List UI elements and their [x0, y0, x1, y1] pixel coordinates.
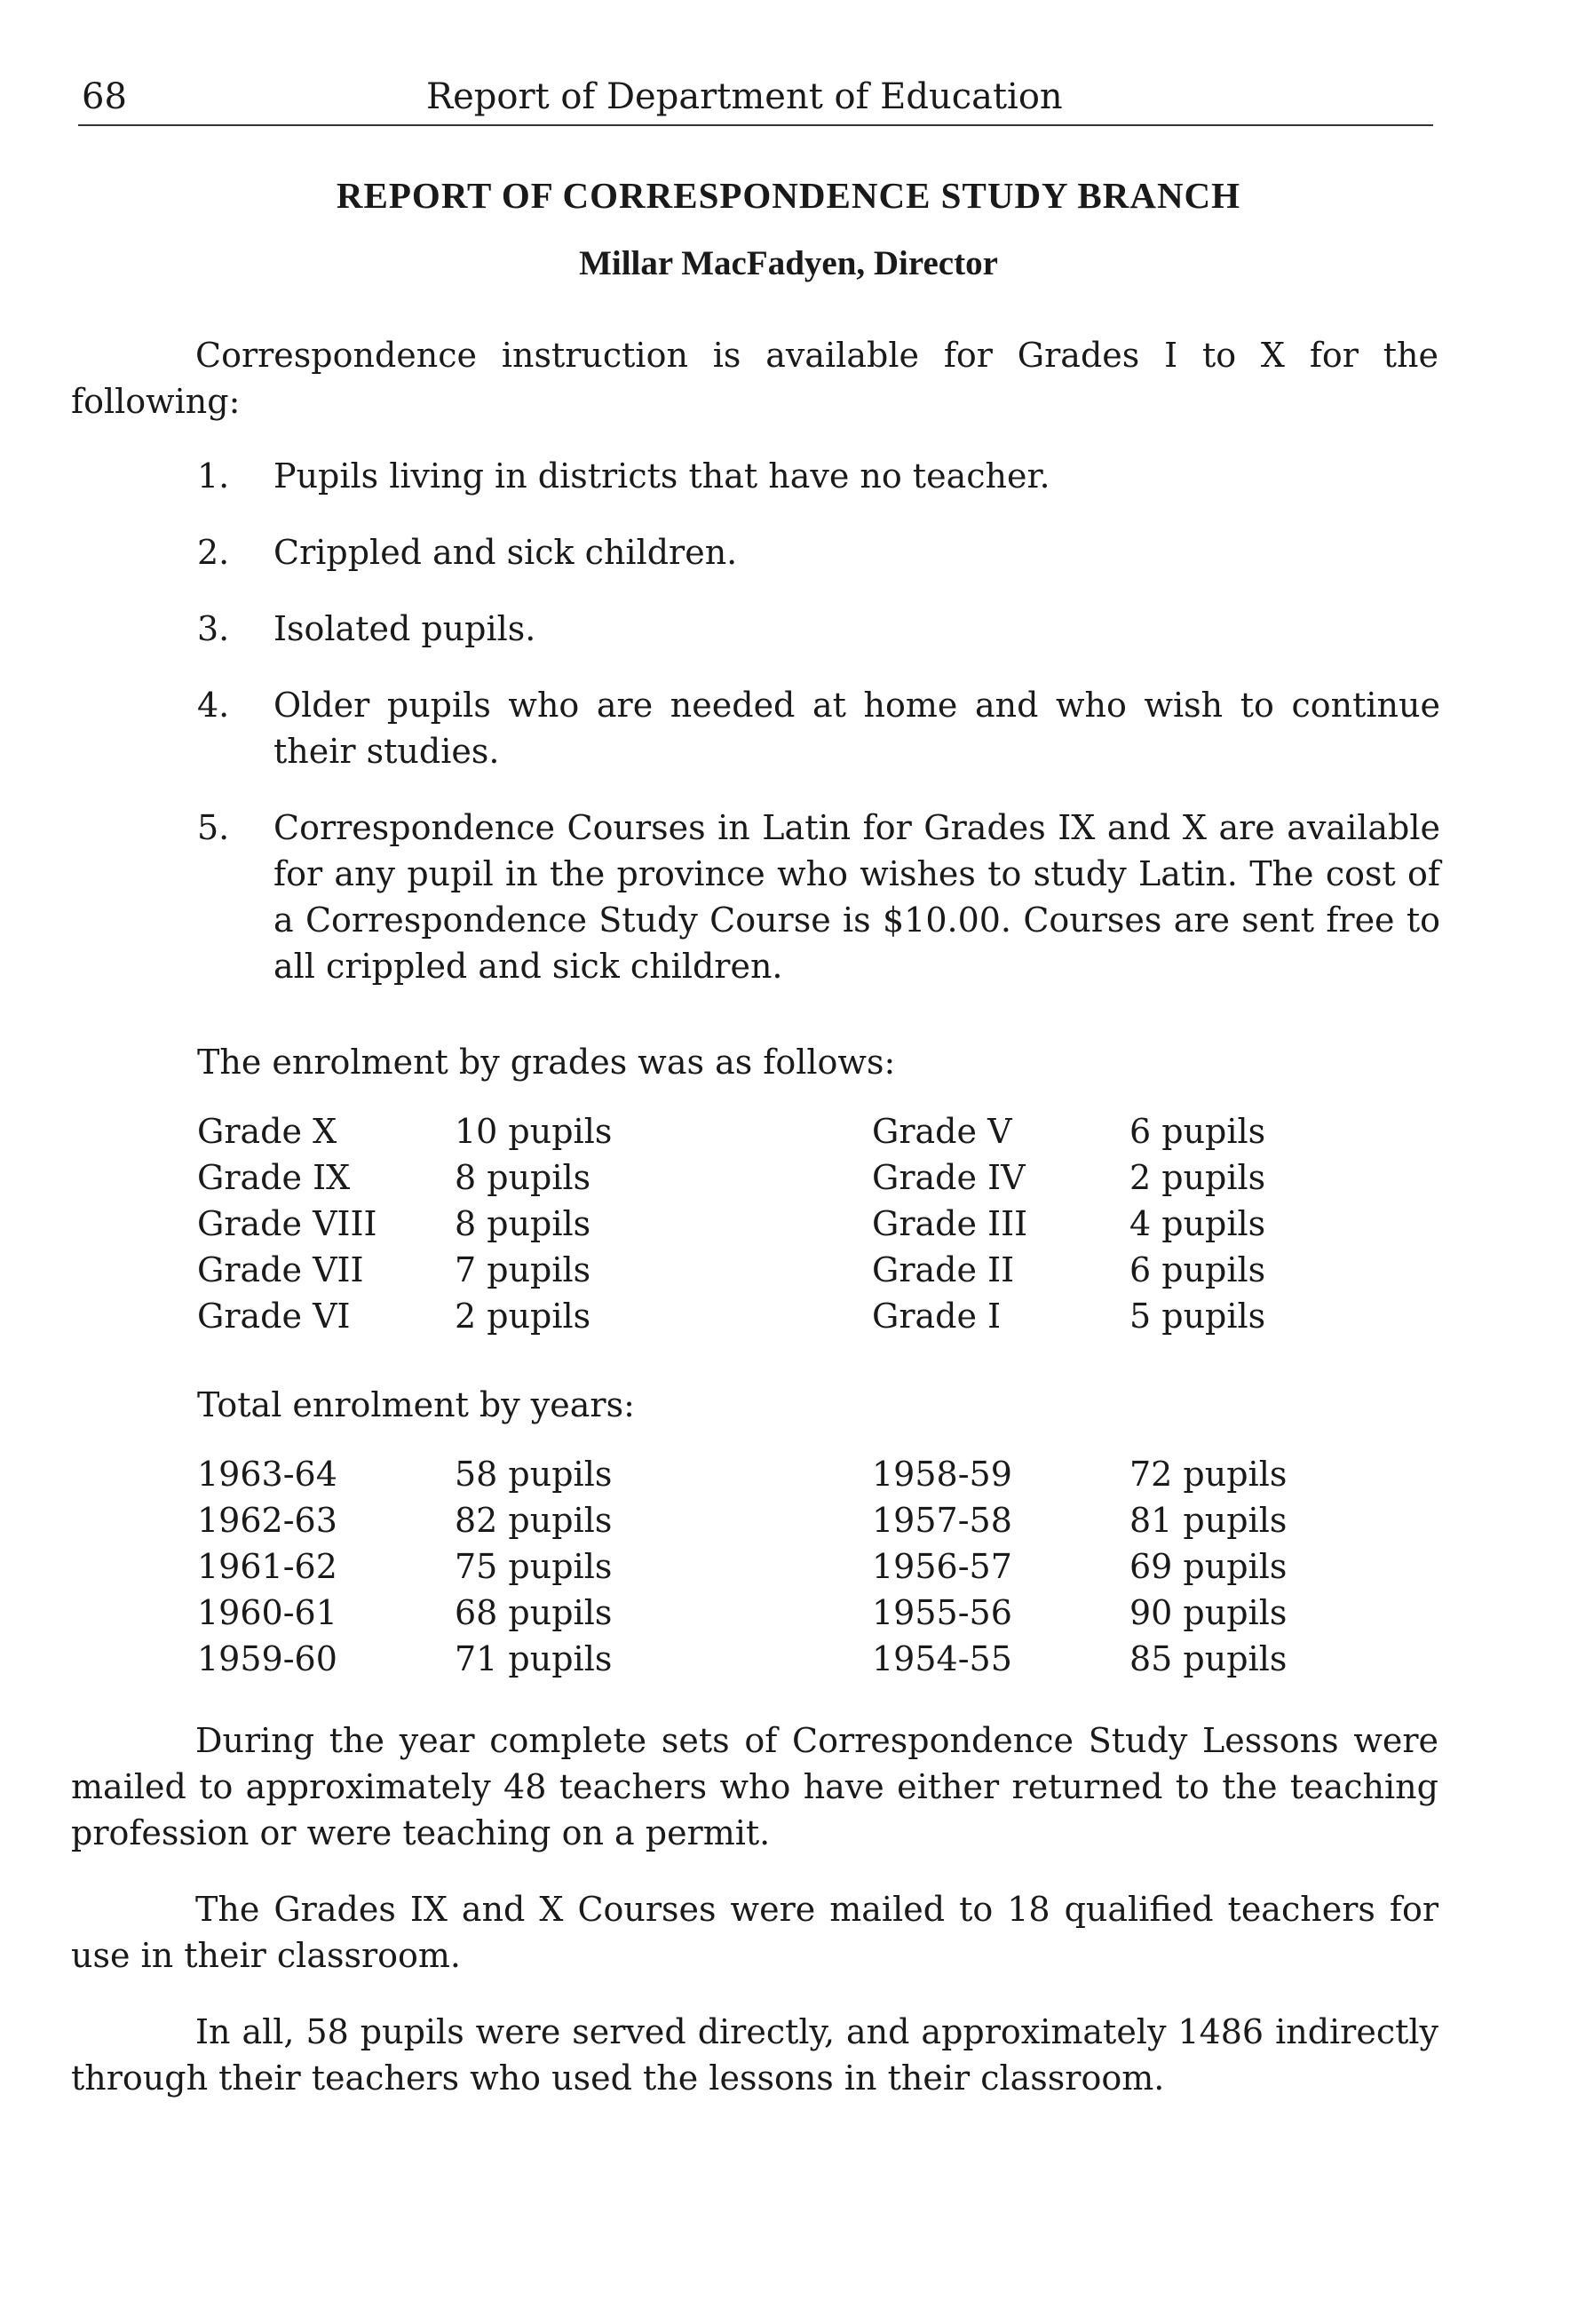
list-text: Older pupils who are needed at home and who wish to continue their studies. [273, 686, 1440, 771]
grade-name: Grade IV [872, 1158, 1026, 1197]
director-name: Millar MacFadyen, Director [579, 244, 998, 282]
table-row [197, 1451, 1396, 1497]
school-year: 1962-63 [197, 1501, 337, 1540]
eligibility-list [197, 453, 1440, 1019]
school-year: 1963-64 [197, 1455, 337, 1494]
report-title: REPORT OF CORRESPONDENCE STUDY BRANCH [336, 175, 1241, 216]
grade-count: 8 pupils [455, 1158, 591, 1197]
body-paragraph: In all, 58 pupils were served directly, and approximately 1486 indirectly through their teachers who used the lessons in their classroom. [71, 2012, 1438, 2098]
school-year: 1957-58 [872, 1501, 1012, 1540]
list-number: 4. [197, 686, 230, 725]
list-text: Crippled and sick children. [273, 533, 738, 572]
table-row [197, 1590, 1396, 1636]
years-table [197, 1451, 1396, 1682]
table-row [197, 1247, 1396, 1293]
list-number: 1. [197, 456, 230, 496]
grade-count: 4 pupils [1129, 1204, 1266, 1243]
year-count: 81 pupils [1129, 1501, 1288, 1540]
grade-name: Grade VI [197, 1297, 351, 1336]
list-text: Isolated pupils. [273, 609, 536, 648]
year-count: 68 pupils [455, 1593, 613, 1632]
list-number: 5. [197, 808, 230, 847]
grades-table [197, 1108, 1396, 1339]
grade-name: Grade III [872, 1204, 1028, 1243]
school-year: 1955-56 [872, 1593, 1012, 1632]
intro-paragraph: Correspondence instruction is available for Grades I to X for the following: [71, 336, 1438, 421]
list-item [197, 682, 1440, 774]
grade-count: 5 pupils [1129, 1297, 1266, 1336]
body-paragraph: During the year complete sets of Correspondence Study Lessons were mailed to approximately 48 teachers who have either returned to the teaching profession or were teaching on a permit. [71, 1721, 1438, 1852]
table-row [197, 1108, 1396, 1154]
school-year: 1959-60 [197, 1639, 337, 1678]
body-paragraph: The Grades IX and X Courses were mailed to 18 qualified teachers for use in their classroom. [71, 1890, 1438, 1975]
year-count: 72 pupils [1129, 1455, 1288, 1494]
year-count: 69 pupils [1129, 1547, 1288, 1586]
table-row [197, 1293, 1396, 1339]
table-row [197, 1154, 1396, 1201]
school-year: 1960-61 [197, 1593, 337, 1632]
page-number: 68 [82, 76, 127, 117]
table-row [197, 1201, 1396, 1247]
list-text: Correspondence Courses in Latin for Grades IX and X are available for any pupil in the province who wishes to study Latin. The cost of a Correspondence Study Course is $10.00. Courses are sent free to all crippled and sick children. [273, 808, 1440, 986]
grade-name: Grade II [872, 1250, 1015, 1289]
grade-name: Grade I [872, 1297, 1002, 1336]
years-label: Total enrolment by years: [197, 1385, 635, 1424]
school-year: 1954-55 [872, 1639, 1012, 1678]
grade-count: 6 pupils [1129, 1112, 1266, 1151]
grade-name: Grade VIII [197, 1204, 377, 1243]
grade-count: 6 pupils [1129, 1250, 1266, 1289]
list-item [197, 606, 1440, 652]
list-item [197, 805, 1440, 989]
list-item [197, 453, 1440, 499]
year-count: 82 pupils [455, 1501, 613, 1540]
year-count: 75 pupils [455, 1547, 613, 1586]
school-year: 1956-57 [872, 1547, 1012, 1586]
list-number: 2. [197, 533, 230, 572]
grade-count: 2 pupils [455, 1297, 591, 1336]
list-number: 3. [197, 609, 230, 648]
list-item [197, 529, 1440, 575]
grade-name: Grade IX [197, 1158, 351, 1197]
grade-count: 10 pupils [455, 1112, 613, 1151]
school-year: 1961-62 [197, 1547, 337, 1586]
year-count: 71 pupils [455, 1639, 613, 1678]
school-year: 1958-59 [872, 1455, 1012, 1494]
year-count: 58 pupils [455, 1455, 613, 1494]
grade-count: 8 pupils [455, 1204, 591, 1243]
grade-name: Grade X [197, 1112, 337, 1151]
grade-name: Grade VII [197, 1250, 364, 1289]
page-header [78, 69, 1433, 126]
grade-count: 2 pupils [1129, 1158, 1266, 1197]
grade-name: Grade V [872, 1112, 1012, 1151]
list-text: Pupils living in districts that have no teacher. [273, 456, 1050, 496]
table-row [197, 1543, 1396, 1590]
table-row [197, 1497, 1396, 1543]
table-row [197, 1636, 1396, 1682]
year-count: 85 pupils [1129, 1639, 1288, 1678]
grade-count: 7 pupils [455, 1250, 591, 1289]
running-title: Report of Department of Education [426, 76, 1063, 117]
year-count: 90 pupils [1129, 1593, 1288, 1632]
grades-label: The enrolment by grades was as follows: [197, 1043, 896, 1082]
